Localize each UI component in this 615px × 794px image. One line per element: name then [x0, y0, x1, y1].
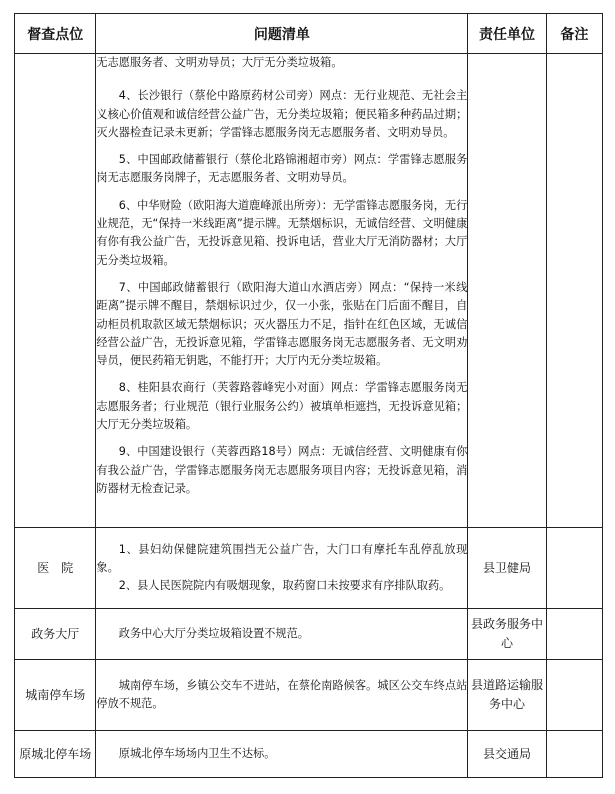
- issue-cell: [96, 54, 468, 528]
- note-cell: [546, 731, 602, 778]
- issue-item: 8、桂阳县农商行（芙蓉路蓉峰宪小对面）网点：学雷锋志愿服务岗无志愿服务者；行业规范（银行业服务公约）被填单柜遮挡，无投诉意见箱；大厅无分类垃圾箱。: [96, 381, 468, 432]
- issue-item: 城南停车场，乡镇公交车不进站，在蔡伦南路候客。城区公交车终点站停放不规范。: [96, 678, 468, 710]
- table-row: [15, 660, 603, 731]
- header-issue: 问题清单: [96, 14, 468, 54]
- table-row: [15, 609, 603, 660]
- issue-item: 4、长沙银行（蔡伦中路原药材公司旁）网点：无行业规范、无社会主义核心价值观和诚信经营公益广告，无分类垃圾箱；便民箱多种药品过期；灭火器检查记录未更新；学雷锋志愿服务岗无志愿服务者、文明劝导员。: [96, 89, 468, 139]
- site-cell: 医 院: [15, 528, 96, 609]
- header-dept: 责任单位: [468, 14, 546, 54]
- issue-item: 6、中华财险（欧阳海大道鹿峰派出所旁）：无学雷锋志愿服务岗，无行业规范，无“保持一米线距离”提示牌。无禁烟标识，无诚信经营、文明健康有你有我公益广告，无投诉意见箱、投诉电话，营业大厅无消防器材；大厅无分类垃圾箱。: [96, 198, 468, 267]
- dept-cell: 县交通局: [468, 731, 546, 778]
- inspection-table: [14, 13, 603, 778]
- issue-cell: [96, 660, 468, 731]
- table-row: [15, 54, 603, 528]
- issue-cell: [96, 609, 468, 660]
- note-cell: [546, 660, 602, 731]
- site-cell: 城南停车场: [15, 660, 96, 731]
- dept-cell: 县道路运输服务中心: [468, 660, 546, 731]
- issue-item: 7、中国邮政储蓄银行（欧阳海大道山水酒店旁）网点：“保持一米线距离”提示牌不醒目，禁烟标识过少，仅一小张，张贴在门后面不醒目，自动柜员机取款区域无禁烟标识；灭火器压力不足，指针在红色区域，无诚信经营公益广告，无投诉意见箱，学雷锋志愿服务岗无志愿服务者、无文明劝导员，便民药箱无钥匙，不能打开；大厅内无分类垃圾箱。: [96, 280, 468, 368]
- issue-item: 9、中国建设银行（芙蓉西路18号）网点：无诚信经营、文明健康有你有我公益广告，学雷锋志愿服务岗无志愿服务项目内容；无投诉意见箱，消防器材无检查记录。: [96, 445, 468, 495]
- site-cell: [15, 54, 96, 528]
- site-cell: 原城北停车场: [15, 731, 96, 778]
- table-row: [15, 731, 603, 778]
- note-cell: [546, 54, 602, 528]
- table-row: [15, 528, 603, 609]
- table-header-row: [15, 14, 603, 54]
- issue-cell: [96, 528, 468, 609]
- issue-item: 无志愿服务者、文明劝导员；大厅无分类垃圾箱。: [96, 56, 343, 69]
- issue-item: 原城北停车场场内卫生不达标。: [118, 746, 276, 760]
- issue-item: 政务中心大厅分类垃圾箱设置不规范。: [118, 626, 309, 640]
- note-cell: [546, 528, 602, 609]
- dept-cell: 县政务服务中心: [468, 609, 546, 660]
- header-note: 备注: [546, 14, 602, 54]
- issue-item: 1、县妇幼保健院建筑围挡无公益广告，大门口有摩托车乱停乱放现象。: [96, 542, 468, 574]
- header-site: 督查点位: [15, 14, 96, 54]
- issue-cell: [96, 731, 468, 778]
- note-cell: [546, 609, 602, 660]
- issue-item: 2、县人民医院院内有吸烟现象，取药窗口未按要求有序排队取药。: [118, 579, 451, 593]
- issue-item: 5、中国邮政储蓄银行（蔡伦北路锦湘超市旁）网点：学雷锋志愿服务岗无志愿服务岗牌子，无志愿服务者、文明劝导员。: [96, 153, 468, 185]
- site-cell: 政务大厅: [15, 609, 96, 660]
- dept-cell: 县卫健局: [468, 528, 546, 609]
- dept-cell: [468, 54, 546, 528]
